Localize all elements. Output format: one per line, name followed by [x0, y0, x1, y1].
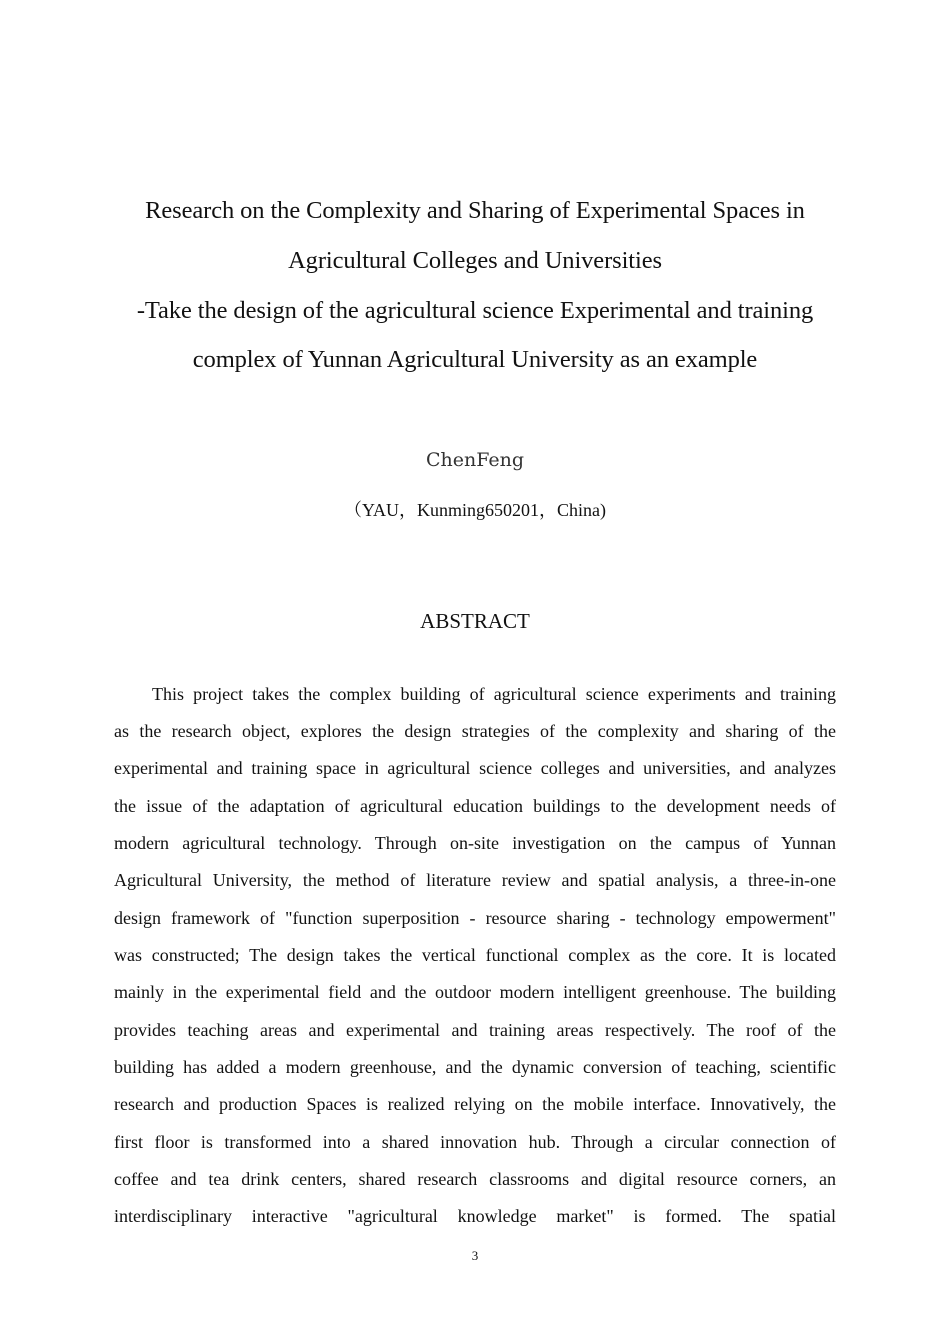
abstract-heading: ABSTRACT [420, 609, 530, 633]
abstract-line: modern agricultural technology. Through on-site investigation on the campus of Yunnan [114, 833, 836, 853]
subtitle-line-2: complex of Yunnan Agricultural University as an example [192, 346, 758, 373]
author-name: ChenFeng [425, 449, 525, 471]
abstract-line: design framework of "function superposition - resource sharing - technology empowerment" [114, 908, 836, 928]
author-affiliation: （YAU，Kunming650201，China) [344, 500, 606, 520]
abstract-line: coffee and tea drink centers, shared research classrooms and digital resource corners, an [114, 1169, 836, 1189]
abstract-line: This project takes the complex building of agricultural science experiments and training [152, 684, 836, 704]
abstract-line: the issue of the adaptation of agricultural education buildings to the development needs of [114, 796, 836, 816]
title-line-1: Research on the Complexity and Sharing of Experimental Spaces in [145, 197, 805, 224]
abstract-line: was constructed; The design takes the vertical functional complex as the core. It is located [114, 945, 836, 965]
abstract-line: research and production Spaces is realized relying on the mobile interface. Innovatively, the [114, 1094, 836, 1114]
abstract-line: first floor is transformed into a shared innovation hub. Through a circular connection of [114, 1132, 836, 1152]
abstract-line: building has added a modern greenhouse, and the dynamic conversion of teaching, scientific [114, 1057, 836, 1077]
abstract-line: Agricultural University, the method of literature review and spatial analysis, a three-in-one [114, 870, 836, 890]
title-line-2: Agricultural Colleges and Universities [288, 247, 662, 274]
abstract-line: provides teaching areas and experimental and training areas respectively. The roof of the [114, 1020, 836, 1040]
abstract-line: interdisciplinary interactive "agricultural knowledge market" is formed. The spatial [114, 1206, 836, 1226]
subtitle-line-1: -Take the design of the agricultural science Experimental and training [136, 297, 814, 324]
abstract-line: mainly in the experimental field and the outdoor modern intelligent greenhouse. The building [114, 982, 836, 1002]
abstract-line: experimental and training space in agricultural science colleges and universities, and analyzes [114, 758, 836, 778]
page-number: 3 [471, 1248, 479, 1263]
abstract-line: as the research object, explores the design strategies of the complexity and sharing of the [114, 721, 836, 741]
